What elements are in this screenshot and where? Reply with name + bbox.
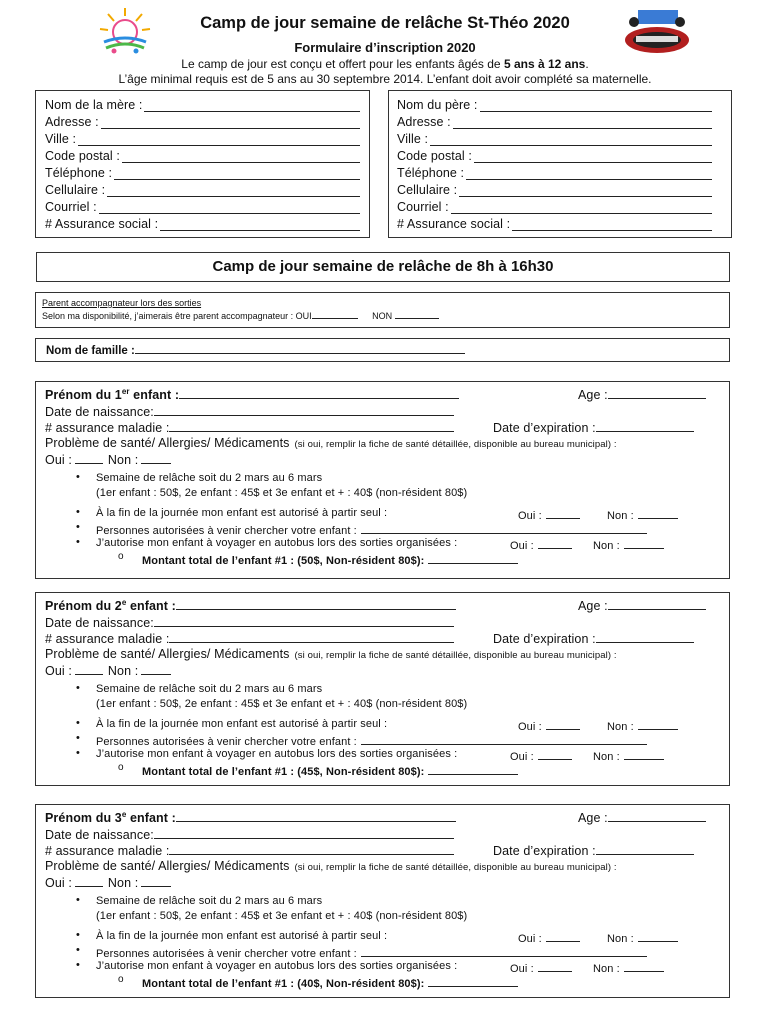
child-prenom-suffix: enfant : (129, 388, 180, 403)
child-semaine-row (96, 683, 322, 695)
child-age-row (578, 387, 706, 402)
child-montant-label: Montant total de l’enfant #1 : (40$, Non-résident 80$): (142, 978, 425, 990)
child-autobus-non-label: Non : (593, 540, 620, 552)
page-title: Camp de jour semaine de relâche St-Théo 2020 (200, 14, 570, 32)
child-autobus-row (96, 748, 457, 760)
bullet-icon: • (76, 521, 80, 533)
bullet-icon: • (76, 536, 80, 548)
child-personnes-row (96, 733, 647, 748)
father-field-label: # Assurance social : (397, 217, 511, 231)
child-sante-row (45, 647, 617, 661)
child-prenom-row (45, 387, 459, 402)
child-age-row (578, 810, 706, 825)
child-partir-non-input[interactable] (638, 507, 678, 519)
father-field-label: Code postal : (397, 149, 472, 163)
child-prenom-label: Prénom du 3 (45, 811, 122, 826)
child-autobus-oui-input[interactable] (538, 537, 572, 549)
child-expiration-input[interactable] (596, 420, 694, 432)
child-autobus-text: J’autorise mon enfant à voyager en autobus lors des sorties organisées : (96, 748, 458, 760)
child-personnes-input[interactable] (361, 945, 647, 957)
child-naissance-row (45, 615, 454, 630)
child-naissance-label: Date de naissance: (45, 616, 154, 630)
mother-field-input[interactable] (101, 117, 360, 129)
mother-field-input[interactable] (99, 202, 360, 214)
child-partir-text: À la fin de la journée mon enfant est autorisé à partir seul : (96, 718, 388, 730)
child-sante-answer-row (45, 663, 171, 678)
child-partir-non-row (607, 930, 678, 945)
child-expiration-row (493, 420, 694, 435)
child-partir-non-input[interactable] (638, 718, 678, 730)
mother-field-input[interactable] (114, 168, 360, 180)
child-partir-oui-input[interactable] (546, 930, 580, 942)
child-partir-oui-label: Oui : (518, 510, 542, 522)
intro-text: Le camp de jour est conçu et offert pour les enfants âgés de (181, 57, 504, 71)
child-sante-non-label: Non : (107, 876, 139, 890)
accompagnateur-heading: Parent accompagnateur lors des sorties (42, 298, 202, 308)
child-personnes-input[interactable] (361, 733, 647, 745)
child-partir-non-label: Non : (607, 510, 634, 522)
child-partir-row (96, 507, 387, 519)
father-field-row (397, 149, 712, 163)
father-field-input[interactable] (512, 219, 712, 231)
child-expiration-input[interactable] (596, 631, 694, 643)
father-field-input[interactable] (451, 202, 712, 214)
father-field-input[interactable] (453, 117, 712, 129)
father-field-input[interactable] (430, 134, 712, 146)
mother-box (35, 90, 370, 238)
child-partir-oui-row (518, 930, 580, 945)
child-assurance-label: # assurance maladie : (45, 421, 170, 435)
circle-bullet-icon: o (118, 974, 124, 985)
mother-field-row (45, 183, 360, 197)
child-sante-oui-input[interactable] (75, 452, 103, 464)
child-semaine-text: Semaine de relâche soit du 2 mars au 6 mars (96, 472, 323, 484)
child-age-row (578, 598, 706, 613)
child-autobus-text: J’autorise mon enfant à voyager en autobus lors des sorties organisées : (96, 537, 458, 549)
mother-field-row (45, 200, 360, 214)
child-montant-label: Montant total de l’enfant #1 : (50$, Non-résident 80$): (142, 555, 425, 567)
child-partir-oui-label: Oui : (518, 933, 542, 945)
child-partir-text: À la fin de la journée mon enfant est autorisé à partir seul : (96, 507, 388, 519)
mother-field-row (45, 166, 360, 180)
mother-field-label: Cellulaire : (45, 183, 106, 197)
child-sante-oui-label: Oui : (45, 453, 72, 467)
child-partir-non-row (607, 718, 678, 733)
mother-field-row (45, 132, 360, 146)
child-sante-row (45, 436, 617, 450)
child-sante-row (45, 859, 617, 873)
child-tarif-row (96, 698, 467, 710)
mother-field-input[interactable] (122, 151, 360, 163)
child-personnes-row (96, 522, 647, 537)
child-ordinal-sup: e (121, 598, 127, 607)
child-partir-non-label: Non : (607, 933, 634, 945)
child-autobus-oui-row (510, 537, 572, 552)
child-prenom-input[interactable] (176, 598, 456, 610)
schedule-banner-text: Camp de jour semaine de relâche de 8h à 16h30 (212, 258, 554, 275)
child-autobus-non-row (593, 748, 664, 763)
child-assurance-row (45, 631, 454, 646)
child-assurance-input[interactable] (169, 843, 454, 855)
father-field-input[interactable] (459, 185, 712, 197)
child-ordinal-sup: er (121, 387, 130, 396)
accompagnateur-text: Selon ma disponibilité, j’aimerais être parent accompagnateur : OUI (42, 311, 312, 321)
child-montant-row (142, 975, 518, 990)
child-assurance-row (45, 420, 454, 435)
child-autobus-non-label: Non : (593, 963, 620, 975)
mother-field-row (45, 115, 360, 129)
child-assurance-label: # assurance maladie : (45, 632, 170, 646)
father-field-label: Courriel : (397, 200, 449, 214)
form-subtitle: Formulaire d’inscription 2020 (294, 40, 476, 55)
child-partir-row (96, 930, 387, 942)
child-autobus-oui-row (510, 748, 572, 763)
child-personnes-text: Personnes autorisées à venir chercher votre enfant : (96, 948, 357, 960)
child-expiration-label: Date d’expiration : (493, 844, 596, 858)
father-field-input[interactable] (480, 100, 712, 112)
intro-line-2: L’âge minimal requis est de 5 ans au 30 septembre 2014. L’enfant doit avoir complété sa maternelle. (118, 72, 652, 86)
circle-bullet-icon: o (118, 551, 124, 562)
child-age-input[interactable] (608, 598, 706, 610)
child-age-label: Age : (578, 811, 608, 825)
child-autobus-non-label: Non : (593, 751, 620, 763)
child-partir-non-label: Non : (607, 721, 634, 733)
child-sante-oui-label: Oui : (45, 876, 72, 890)
child-sante-answer-row (45, 875, 171, 890)
age-range: 5 ans à 12 ans (503, 57, 586, 71)
child-naissance-row (45, 827, 454, 842)
bullet-icon: • (76, 929, 80, 941)
child-expiration-input[interactable] (596, 843, 694, 855)
child-partir-oui-label: Oui : (518, 721, 542, 733)
father-field-label: Téléphone : (397, 166, 465, 180)
father-field-row (397, 98, 712, 112)
father-box (388, 90, 732, 238)
child-prenom-row (45, 598, 456, 613)
child-montant-input[interactable] (428, 975, 518, 987)
child-autobus-oui-row (510, 960, 572, 975)
child-autobus-oui-label: Oui : (510, 540, 534, 552)
bullet-icon: • (76, 471, 80, 483)
child-montant-input[interactable] (428, 763, 518, 775)
child-autobus-non-input[interactable] (624, 748, 664, 760)
father-field-input[interactable] (474, 151, 712, 163)
child-partir-oui-row (518, 718, 580, 733)
child-tarif-text: (1er enfant : 50$, 2e enfant : 45$ et 3e enfant et + : 40$ (non-résident 80$) (96, 910, 468, 922)
child-expiration-label: Date d’expiration : (493, 632, 596, 646)
child-prenom-label: Prénom du 2 (45, 599, 122, 614)
bullet-icon: • (76, 747, 80, 759)
child-prenom-input[interactable] (176, 810, 456, 822)
child-assurance-input[interactable] (169, 631, 454, 643)
child-sante-non-input[interactable] (141, 875, 171, 887)
father-field-row (397, 217, 712, 231)
bullet-icon: • (76, 732, 80, 744)
child-partir-oui-row (518, 507, 580, 522)
child-expiration-label: Date d’expiration : (493, 421, 596, 435)
father-field-label: Cellulaire : (397, 183, 458, 197)
child-naissance-label: Date de naissance: (45, 828, 154, 842)
child-autobus-non-input[interactable] (624, 960, 664, 972)
family-name-label: Nom de famille : (46, 345, 135, 357)
child-autobus-oui-input[interactable] (538, 748, 572, 760)
child-sante-non-label: Non : (107, 664, 139, 678)
child-age-input[interactable] (608, 387, 706, 399)
child-sante-note: (si oui, remplir la fiche de santé détaillée, disponible au bureau municipal) : (294, 650, 617, 661)
mother-field-input[interactable] (144, 100, 360, 112)
bullet-icon: • (76, 717, 80, 729)
mother-field-row (45, 98, 360, 112)
child-montant-input[interactable] (428, 552, 518, 564)
child-age-label: Age : (578, 388, 608, 402)
child-autobus-oui-input[interactable] (538, 960, 572, 972)
accompagnateur-line (42, 309, 439, 321)
mother-field-input[interactable] (160, 219, 360, 231)
child-partir-text: À la fin de la journée mon enfant est autorisé à partir seul : (96, 930, 388, 942)
child-naissance-input[interactable] (154, 827, 454, 839)
child-partir-oui-input[interactable] (546, 507, 580, 519)
child-sante-non-input[interactable] (141, 663, 171, 675)
bullet-icon: • (76, 506, 80, 518)
child-personnes-row (96, 945, 647, 960)
mother-field-row (45, 217, 360, 231)
father-field-row (397, 166, 712, 180)
father-field-label: Adresse : (397, 115, 451, 129)
father-field-row (397, 200, 712, 214)
non-blank[interactable] (395, 309, 439, 319)
family-name-line (46, 343, 465, 357)
child-montant-row (142, 763, 518, 778)
father-field-row (397, 132, 712, 146)
child-partir-non-row (607, 507, 678, 522)
child-partir-non-input[interactable] (638, 930, 678, 942)
mother-field-input[interactable] (107, 185, 360, 197)
child-sante-oui-input[interactable] (75, 875, 103, 887)
child-expiration-row (493, 843, 694, 858)
child-autobus-oui-label: Oui : (510, 751, 534, 763)
child-semaine-row (96, 895, 322, 907)
bullet-icon: • (76, 682, 80, 694)
child-naissance-input[interactable] (154, 404, 454, 416)
child-prenom-label: Prénom du 1 (45, 388, 122, 403)
child-autobus-row (96, 960, 457, 972)
child-ordinal-sup: e (121, 810, 127, 819)
bullet-icon: • (76, 959, 80, 971)
child-partir-row (96, 718, 387, 730)
child-autobus-non-input[interactable] (624, 537, 664, 549)
circle-bullet-icon: o (118, 762, 124, 773)
father-field-row (397, 183, 712, 197)
child-montant-row (142, 552, 518, 567)
child-personnes-input[interactable] (361, 522, 647, 534)
child-semaine-text: Semaine de relâche soit du 2 mars au 6 mars (96, 683, 323, 695)
child-tarif-text: (1er enfant : 50$, 2e enfant : 45$ et 3e enfant et + : 40$ (non-résident 80$) (96, 698, 468, 710)
child-naissance-row (45, 404, 454, 419)
child-sante-oui-input[interactable] (75, 663, 103, 675)
child-sante-answer-row (45, 452, 171, 467)
child-tarif-row (96, 487, 467, 499)
child-sante-oui-label: Oui : (45, 664, 72, 678)
intro-line-1 (0, 57, 770, 71)
child-autobus-row (96, 537, 457, 549)
child-age-label: Age : (578, 599, 608, 613)
child-prenom-row (45, 810, 456, 825)
child-expiration-row (493, 631, 694, 646)
child-sante-note: (si oui, remplir la fiche de santé détaillée, disponible au bureau municipal) : (294, 862, 617, 873)
father-field-input[interactable] (466, 168, 712, 180)
child-assurance-label: # assurance maladie : (45, 844, 170, 858)
child-autobus-non-row (593, 960, 664, 975)
father-field-row (397, 115, 712, 129)
child-autobus-oui-label: Oui : (510, 963, 534, 975)
father-field-label: Nom du père : (397, 98, 478, 112)
child-montant-label: Montant total de l’enfant #1 : (45$, Non-résident 80$): (142, 766, 425, 778)
child-personnes-text: Personnes autorisées à venir chercher votre enfant : (96, 736, 357, 748)
child-personnes-text: Personnes autorisées à venir chercher votre enfant : (96, 525, 357, 537)
bullet-icon: • (76, 944, 80, 956)
child-tarif-row (96, 910, 467, 922)
child-sante-non-label: Non : (107, 453, 139, 467)
child-assurance-input[interactable] (169, 420, 454, 432)
child-sante-label: Problème de santé/ Allergies/ Médicaments (45, 647, 290, 661)
mother-field-label: Courriel : (45, 200, 97, 214)
father-field-label: Ville : (397, 132, 429, 146)
child-assurance-row (45, 843, 454, 858)
child-tarif-text: (1er enfant : 50$, 2e enfant : 45$ et 3e enfant et + : 40$ (non-résident 80$) (96, 487, 468, 499)
accompagnateur-non: NON (372, 311, 393, 321)
child-sante-label: Problème de santé/ Allergies/ Médicaments (45, 859, 290, 873)
mother-field-row (45, 149, 360, 163)
child-semaine-row (96, 472, 322, 484)
child-sante-non-input[interactable] (141, 452, 171, 464)
child-partir-oui-input[interactable] (546, 718, 580, 730)
child-sante-note: (si oui, remplir la fiche de santé détaillée, disponible au bureau municipal) : (294, 439, 617, 450)
intro-period: . (585, 57, 589, 71)
child-naissance-label: Date de naissance: (45, 405, 154, 419)
child-prenom-suffix: enfant : (126, 599, 176, 614)
oui-blank[interactable] (312, 309, 358, 319)
mother-field-label: Ville : (45, 132, 77, 146)
mother-field-label: # Assurance social : (45, 217, 159, 231)
child-naissance-input[interactable] (154, 615, 454, 627)
child-prenom-input[interactable] (179, 387, 459, 399)
child-sante-label: Problème de santé/ Allergies/ Médicaments (45, 436, 290, 450)
mother-field-label: Adresse : (45, 115, 99, 129)
bullet-icon: • (76, 894, 80, 906)
mother-field-label: Téléphone : (45, 166, 113, 180)
mother-field-label: Code postal : (45, 149, 120, 163)
child-semaine-text: Semaine de relâche soit du 2 mars au 6 mars (96, 895, 323, 907)
mother-field-input[interactable] (78, 134, 360, 146)
child-age-input[interactable] (608, 810, 706, 822)
family-name-input[interactable] (135, 343, 465, 354)
child-prenom-suffix: enfant : (126, 811, 176, 826)
child-autobus-text: J’autorise mon enfant à voyager en autobus lors des sorties organisées : (96, 960, 458, 972)
mother-field-label: Nom de la mère : (45, 98, 143, 112)
child-autobus-non-row (593, 537, 664, 552)
